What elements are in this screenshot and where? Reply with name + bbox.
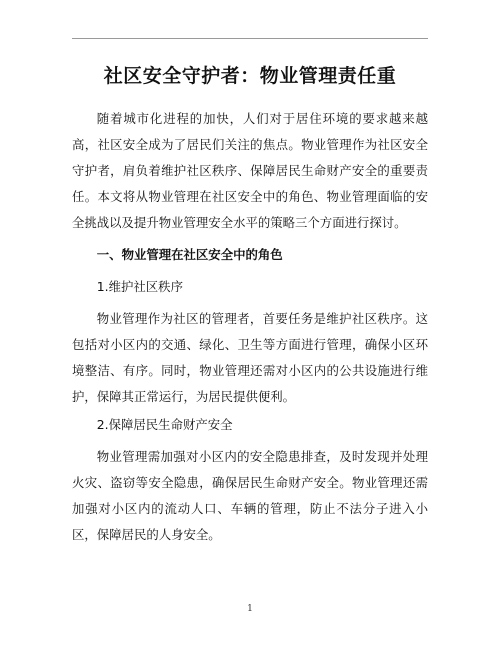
- section-heading: 一、物业管理在社区安全中的角色: [96, 247, 283, 262]
- subsection-paragraph-1: 物业管理作为社区的管理者，首要任务是维护社区秩序。这包括对小区内的交通、绿化、卫生等方面进行管理，确保小区环境整洁、有序。同时，物业管理还需对小区内的公共设施进行维护，保障其正常运行，为居民提供便利。: [72, 311, 428, 404]
- header-rule: [72, 38, 428, 39]
- subsection-heading-1: 1.维护社区秩序: [96, 279, 183, 294]
- subsection-paragraph-2: 物业管理需加强对小区内的安全隐患排查，及时发现并处理火灾、盗窃等安全隐患，确保居民生命财产安全。物业管理还需加强对小区内的流动人口、车辆的管理，防止不法分子进入小区，保障居民的人身安全。: [72, 449, 428, 542]
- document-title: 社区安全守护者：物业管理责任重: [103, 65, 397, 87]
- document-body: [72, 106, 428, 548]
- intro-paragraph: 随着城市化进程的加快，人们对于居住环境的要求越来越高，社区安全成为了居民们关注的焦点。物业管理作为社区安全守护者，肩负着维护社区秩序、保障居民生命财产安全的重要责任。本文将从物业管理在社区安全中的角色、物业管理面临的安全挑战以及提升物业管理安全水平的策略三个方面进行探讨。: [72, 111, 428, 230]
- subsection-heading-2: 2.保障居民生命财产安全: [96, 417, 233, 432]
- page-number: 1: [247, 604, 253, 614]
